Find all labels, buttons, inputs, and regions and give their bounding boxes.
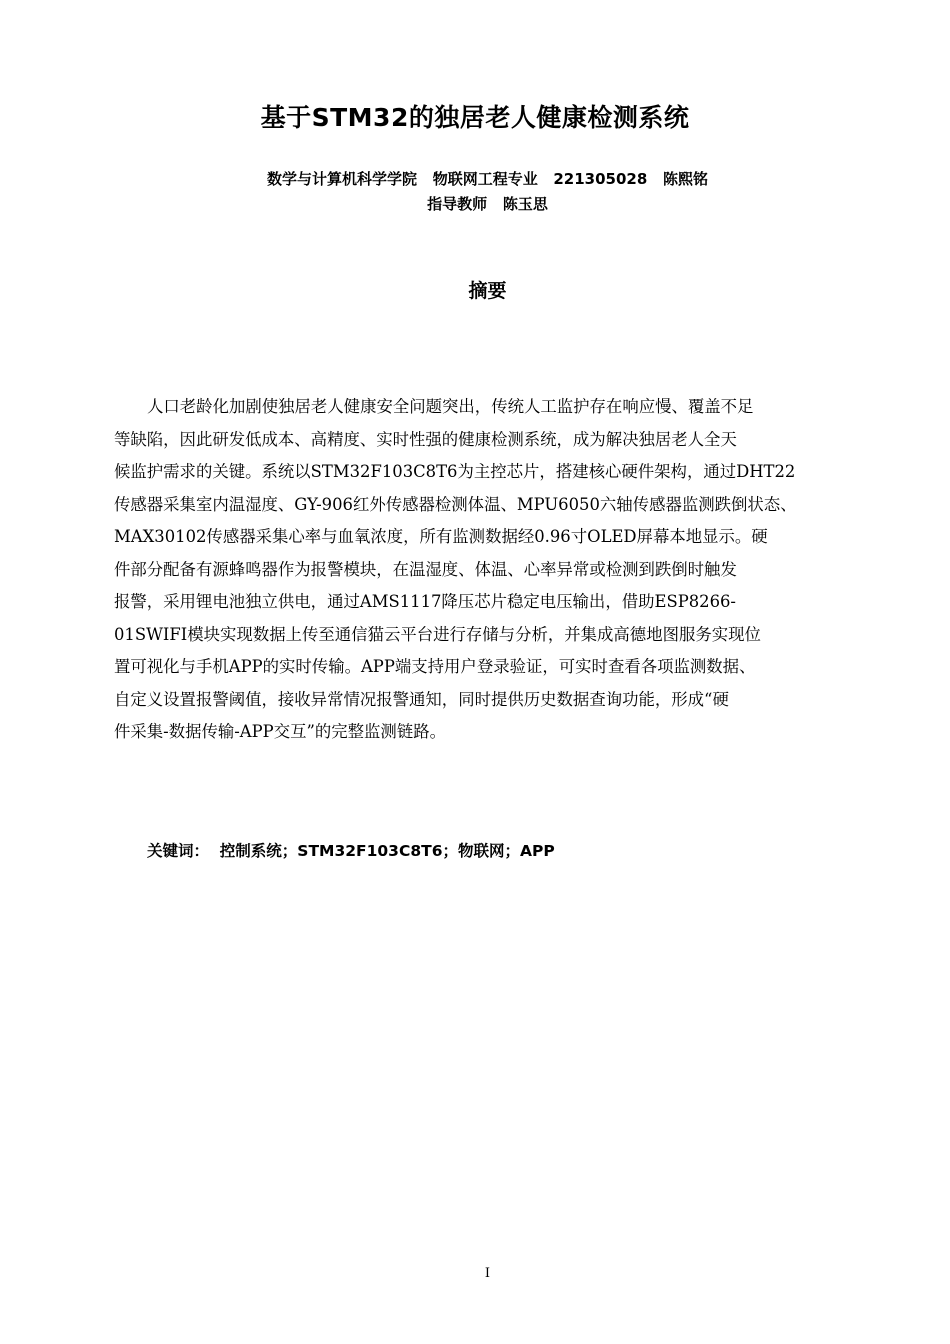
- abstract-line: 置可视化与手机APP的实时传输。APP端支持用户登录验证，可实时查看各项监测数据、: [114, 657, 756, 676]
- keywords: 关键词： 控制系统；STM32F103C8T6；物联网；APP: [147, 842, 555, 860]
- abstract-line: 人口老龄化加剧使独居老人健康安全问题突出，传统人工监护存在响应慢、覆盖不足: [147, 397, 754, 416]
- abstract-line: 传感器采集室内温湿度、GY-906红外传感器检测体温、MPU6050六轴传感器监测跌倒状态、: [114, 494, 797, 514]
- abstract-line: 01SWIFI模块实现数据上传至通信猫云平台进行存储与分析，并集成高德地图服务实现位: [114, 624, 761, 644]
- abstract-line: MAX30102传感器采集心率与血氧浓度，所有监测数据经0.96寸OLED屏幕本地显示。硬: [114, 527, 768, 546]
- abstract-heading: 摘要: [468, 280, 507, 302]
- page-number: I: [484, 1266, 491, 1281]
- abstract-line: 等缺陷，因此研发低成本、高精度、实时性强的健康检测系统，成为解决独居老人全天: [114, 429, 737, 449]
- advisor-info: 指导教师 陈玉思: [427, 195, 548, 213]
- abstract-line: 候监护需求的关键。系统以STM32F103C8T6为主控芯片，搭建核心硬件架构，通过DHT22: [114, 462, 796, 481]
- abstract-body: [114, 391, 866, 749]
- abstract-line: 报警，采用锂电池独立供电，通过AMS1117降压芯片稳定电压输出，借助ESP8266-: [114, 592, 736, 611]
- author-info: 数学与计算机科学学院 物联网工程专业 221305028 陈熙铭: [267, 170, 708, 188]
- abstract-line: 自定义设置报警阈值，接收异常情况报警通知，同时提供历史数据查询功能，形成“硬: [114, 689, 729, 709]
- paper-title: 基于STM32的独居老人健康检测系统: [260, 103, 690, 132]
- abstract-line: 件部分配备有源蜂鸣器作为报警模块，在温湿度、体温、心率异常或检测到跌倒时触发: [114, 559, 737, 579]
- abstract-line: 件采集-数据传输-APP交互”的完整监测链路。: [114, 722, 446, 741]
